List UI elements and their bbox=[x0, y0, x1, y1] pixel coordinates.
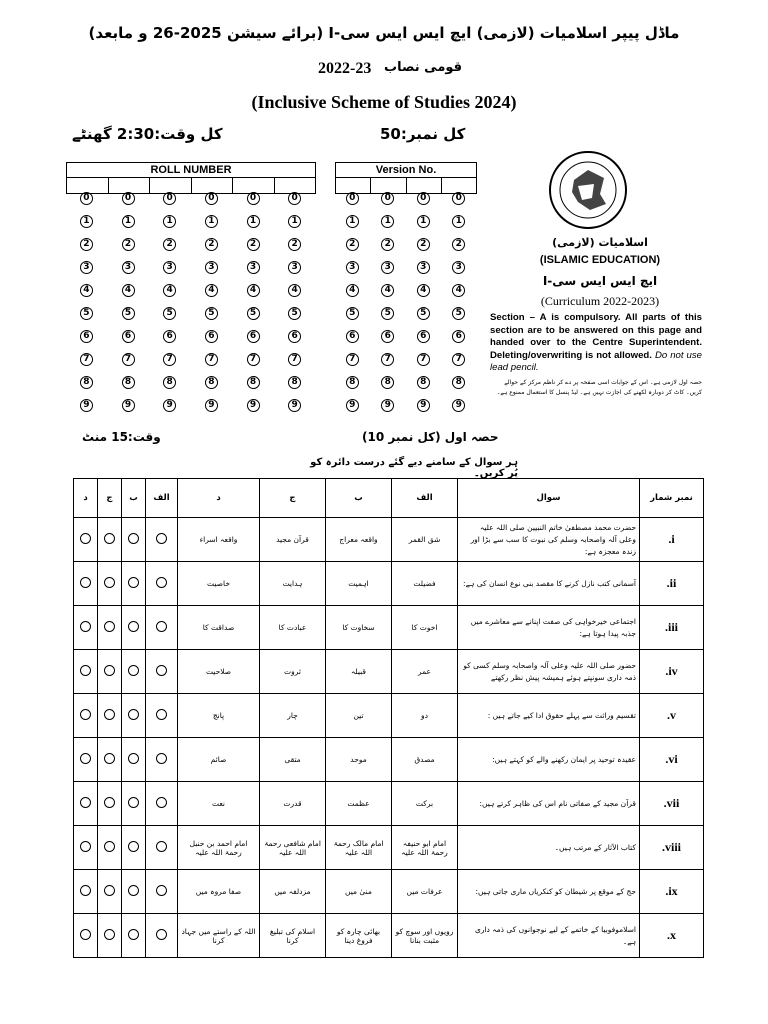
digit-bubble[interactable]: 0 bbox=[381, 192, 394, 205]
answer-bubble[interactable] bbox=[104, 841, 115, 852]
question-text: حج کے موقع پر شیطان کو کنکریاں ماری جاتی ہیں: bbox=[458, 870, 640, 914]
answer-bubble[interactable] bbox=[104, 665, 115, 676]
answer-bubble-cell[interactable] bbox=[98, 826, 122, 870]
question-number: .ii bbox=[640, 562, 704, 606]
question-number: .iv bbox=[640, 650, 704, 694]
answer-bubble-cell[interactable] bbox=[146, 870, 178, 914]
option-a: برکت bbox=[392, 782, 458, 826]
option-a-header: الف bbox=[392, 479, 458, 518]
question-text: اسلاموفوبیا کے خاتمے کے لیے نوجوانوں کی ذمہ داری ہے۔ bbox=[458, 914, 640, 958]
digit-bubble[interactable]: 5 bbox=[417, 307, 430, 320]
digit-bubble[interactable]: 0 bbox=[163, 192, 176, 205]
answer-bubble-cell[interactable] bbox=[122, 518, 146, 562]
option-a: رویوں اور سوچ کو مثبت بنانا bbox=[392, 914, 458, 958]
option-b: بھائی چارہ کو فروغ دینا bbox=[326, 914, 392, 958]
digit-bubble[interactable]: 7 bbox=[346, 353, 359, 366]
digit-bubble[interactable]: 1 bbox=[346, 215, 359, 228]
digit-bubble[interactable]: 1 bbox=[247, 215, 260, 228]
digit-bubble[interactable]: 0 bbox=[346, 192, 359, 205]
version-bubbles[interactable] bbox=[335, 192, 477, 422]
option-d-header: د bbox=[178, 479, 260, 518]
digit-bubble[interactable]: 8 bbox=[163, 376, 176, 389]
digit-bubble[interactable]: 0 bbox=[122, 192, 135, 205]
answer-bubble[interactable] bbox=[156, 665, 167, 676]
digit-bubble[interactable]: 9 bbox=[247, 399, 260, 412]
class-label-urdu: ایچ ایس ایس سی-I bbox=[542, 274, 658, 288]
digit-bubble[interactable]: 0 bbox=[417, 192, 430, 205]
total-marks: کل نمبر:50 bbox=[380, 125, 466, 143]
option-a: عمر bbox=[392, 650, 458, 694]
answer-bubble[interactable] bbox=[80, 709, 91, 720]
question-number: .i bbox=[640, 518, 704, 562]
option-c: اسلام کی تبلیغ کرنا bbox=[260, 914, 326, 958]
question-text: کتاب الآثار کے مرتب ہیں۔ bbox=[458, 826, 640, 870]
option-d: اللہ کے راستے میں جہاد کرنا bbox=[178, 914, 260, 958]
digit-bubble[interactable]: 7 bbox=[205, 353, 218, 366]
answer-bubble-cell[interactable] bbox=[74, 870, 98, 914]
instructions-english bbox=[490, 312, 702, 375]
answer-bubble-cell[interactable] bbox=[146, 738, 178, 782]
question-number: .v bbox=[640, 694, 704, 738]
digit-bubble[interactable]: 8 bbox=[205, 376, 218, 389]
subject-english: (ISLAMIC EDUCATION) bbox=[539, 254, 661, 266]
digit-bubble[interactable]: 9 bbox=[417, 399, 430, 412]
answer-bubble-cell[interactable] bbox=[122, 562, 146, 606]
question-text: عقیدہ توحید پر ایمان رکھنے والے کو کہتے ہیں: bbox=[458, 738, 640, 782]
digit-bubble[interactable]: 1 bbox=[452, 215, 465, 228]
digit-bubble[interactable]: 2 bbox=[122, 238, 135, 251]
roll-number-grid bbox=[66, 162, 316, 194]
table-row bbox=[74, 562, 704, 606]
digit-bubble[interactable]: 2 bbox=[163, 238, 176, 251]
digit-bubble[interactable]: 6 bbox=[346, 330, 359, 343]
digit-bubble[interactable]: 2 bbox=[205, 238, 218, 251]
answer-bubble-cell[interactable] bbox=[98, 870, 122, 914]
bubble-a-header: الف bbox=[146, 479, 178, 518]
digit-bubble[interactable]: 7 bbox=[381, 353, 394, 366]
roll-number-bubbles[interactable] bbox=[66, 192, 316, 422]
answer-bubble[interactable] bbox=[80, 577, 91, 588]
answer-bubble-cell[interactable] bbox=[98, 606, 122, 650]
digit-bubble[interactable]: 1 bbox=[417, 215, 430, 228]
digit-bubble[interactable]: 8 bbox=[381, 376, 394, 389]
answer-bubble-cell[interactable] bbox=[98, 782, 122, 826]
digit-bubble[interactable]: 7 bbox=[122, 353, 135, 366]
digit-bubble[interactable]: 9 bbox=[381, 399, 394, 412]
answer-bubble[interactable] bbox=[128, 885, 139, 896]
question-number: .x bbox=[640, 914, 704, 958]
digit-bubble[interactable]: 4 bbox=[381, 284, 394, 297]
digit-bubble[interactable]: 0 bbox=[80, 192, 93, 205]
table-row bbox=[74, 870, 704, 914]
digit-bubble[interactable]: 3 bbox=[288, 261, 301, 274]
answer-bubble-cell[interactable] bbox=[122, 870, 146, 914]
answer-bubble[interactable] bbox=[128, 709, 139, 720]
question-text: حضور صلی اللہ علیہ وعلی آلہ واصحابہ وسلم کسی کو ذمہ داری سونپتے ہوئے ہمیشہ پیش نظر رکھتے bbox=[458, 650, 640, 694]
answer-bubble[interactable] bbox=[128, 841, 139, 852]
digit-bubble[interactable]: 2 bbox=[80, 238, 93, 251]
answer-bubble-cell[interactable] bbox=[74, 518, 98, 562]
table-row bbox=[74, 782, 704, 826]
table-header-row bbox=[74, 479, 704, 518]
digit-bubble[interactable]: 9 bbox=[288, 399, 301, 412]
table-row bbox=[74, 826, 704, 870]
answer-bubble[interactable] bbox=[80, 797, 91, 808]
curriculum-label: (Curriculum 2022-2023) bbox=[540, 294, 660, 308]
digit-bubble[interactable]: 2 bbox=[381, 238, 394, 251]
digit-bubble[interactable]: 1 bbox=[381, 215, 394, 228]
digit-bubble[interactable]: 8 bbox=[346, 376, 359, 389]
answer-bubble[interactable] bbox=[156, 709, 167, 720]
digit-bubble[interactable]: 7 bbox=[163, 353, 176, 366]
answer-bubble[interactable] bbox=[80, 841, 91, 852]
instructions-text: Section – A is compulsory. All parts of this section are to be answered on this page and handed over to the Centre Superintendent. Deleting/overwriting is not allowed. bbox=[490, 312, 702, 361]
digit-bubble[interactable]: 8 bbox=[247, 376, 260, 389]
lead-pencil-note: Do not use lead pencil. bbox=[490, 349, 702, 373]
option-a: فضیلت bbox=[392, 562, 458, 606]
option-a: شق القمر bbox=[392, 518, 458, 562]
digit-bubble[interactable]: 2 bbox=[247, 238, 260, 251]
answer-bubble[interactable] bbox=[156, 929, 167, 940]
section-instruction: ہر سوال کے سامنے دیے گئے درست دائرہ کو پُر کریں۔ bbox=[310, 457, 518, 479]
option-d: نعت bbox=[178, 782, 260, 826]
answer-bubble[interactable] bbox=[156, 533, 167, 544]
digit-bubble[interactable]: 9 bbox=[205, 399, 218, 412]
answer-bubble-cell[interactable] bbox=[122, 826, 146, 870]
digit-bubble[interactable]: 6 bbox=[452, 330, 465, 343]
table-row bbox=[74, 518, 704, 562]
option-d: صداقت کا bbox=[178, 606, 260, 650]
answer-bubble[interactable] bbox=[80, 665, 91, 676]
answer-bubble[interactable] bbox=[80, 621, 91, 632]
table-row bbox=[74, 650, 704, 694]
digit-bubble[interactable]: 9 bbox=[452, 399, 465, 412]
answer-bubble-cell[interactable] bbox=[146, 782, 178, 826]
option-b-header: ب bbox=[326, 479, 392, 518]
answer-bubble[interactable] bbox=[156, 797, 167, 808]
answer-bubble[interactable] bbox=[128, 621, 139, 632]
version-label: Version No. bbox=[335, 162, 477, 178]
answer-bubble-cell[interactable] bbox=[122, 914, 146, 958]
digit-bubble[interactable]: 6 bbox=[247, 330, 260, 343]
answer-bubble[interactable] bbox=[104, 709, 115, 720]
digit-bubble[interactable]: 5 bbox=[288, 307, 301, 320]
answer-bubble-cell[interactable] bbox=[74, 694, 98, 738]
digit-bubble[interactable]: 5 bbox=[346, 307, 359, 320]
option-c: چار bbox=[260, 694, 326, 738]
answer-bubble[interactable] bbox=[156, 753, 167, 764]
option-d: صائم bbox=[178, 738, 260, 782]
answer-bubble-cell[interactable] bbox=[98, 562, 122, 606]
digit-bubble[interactable]: 4 bbox=[205, 284, 218, 297]
question-text: حضرت محمد مصطفیٰ خاتم النبیین صلی اللہ علیہ وعلی آلہ واصحابہ وسلم کی نبوت کا سب سے بڑا اور زندہ معجزہ ہے: bbox=[458, 518, 640, 562]
total-time: کل وقت:2:30 گھنٹے bbox=[72, 125, 223, 143]
option-c: قدرت bbox=[260, 782, 326, 826]
digit-bubble[interactable]: 4 bbox=[346, 284, 359, 297]
option-d: واقعہ اسراء bbox=[178, 518, 260, 562]
digit-bubble[interactable]: 2 bbox=[346, 238, 359, 251]
option-c: متقی bbox=[260, 738, 326, 782]
digit-bubble[interactable]: 9 bbox=[80, 399, 93, 412]
answer-bubble-cell[interactable] bbox=[122, 738, 146, 782]
option-d: صفا مروہ میں bbox=[178, 870, 260, 914]
national-curriculum-label: قومی نصاب bbox=[384, 60, 463, 75]
digit-bubble[interactable]: 5 bbox=[205, 307, 218, 320]
digit-bubble[interactable]: 0 bbox=[205, 192, 218, 205]
subject-urdu: اسلامیات (لازمی) bbox=[552, 236, 648, 249]
option-b: امام مالک رحمۃ اللہ علیہ bbox=[326, 826, 392, 870]
digit-bubble[interactable]: 5 bbox=[247, 307, 260, 320]
answer-bubble[interactable] bbox=[80, 753, 91, 764]
bubble-d-header: د bbox=[74, 479, 98, 518]
answer-bubble[interactable] bbox=[104, 533, 115, 544]
digit-bubble[interactable]: 1 bbox=[205, 215, 218, 228]
question-number: .vii bbox=[640, 782, 704, 826]
option-c: امام شافعی رحمۃ اللہ علیہ bbox=[260, 826, 326, 870]
digit-bubble[interactable]: 9 bbox=[346, 399, 359, 412]
digit-bubble[interactable]: 3 bbox=[417, 261, 430, 274]
digit-bubble[interactable]: 2 bbox=[452, 238, 465, 251]
mcq-table bbox=[73, 478, 704, 958]
answer-bubble-cell[interactable] bbox=[74, 782, 98, 826]
digit-bubble[interactable]: 7 bbox=[417, 353, 430, 366]
option-b: تین bbox=[326, 694, 392, 738]
option-a: اخوت کا bbox=[392, 606, 458, 650]
digit-bubble[interactable]: 5 bbox=[452, 307, 465, 320]
board-logo-icon bbox=[548, 150, 628, 230]
digit-bubble[interactable]: 4 bbox=[417, 284, 430, 297]
answer-bubble[interactable] bbox=[104, 753, 115, 764]
answer-bubble-cell[interactable] bbox=[122, 782, 146, 826]
section-title: حصہ اول (کل نمبر 10) bbox=[362, 430, 499, 444]
answer-bubble-cell[interactable] bbox=[146, 914, 178, 958]
digit-bubble[interactable]: 2 bbox=[417, 238, 430, 251]
serial-header: نمبر شمار bbox=[640, 479, 704, 518]
digit-bubble[interactable]: 6 bbox=[381, 330, 394, 343]
option-c-header: ج bbox=[260, 479, 326, 518]
digit-bubble[interactable]: 3 bbox=[381, 261, 394, 274]
digit-bubble[interactable]: 9 bbox=[122, 399, 135, 412]
answer-bubble-cell[interactable] bbox=[146, 606, 178, 650]
answer-bubble-cell[interactable] bbox=[98, 914, 122, 958]
option-d: خاصیت bbox=[178, 562, 260, 606]
question-text: اجتماعی خیرخواہی کی صفت اپنانے سے معاشرے میں جذبہ پیدا ہوتا ہے: bbox=[458, 606, 640, 650]
table-row bbox=[74, 694, 704, 738]
answer-bubble-cell[interactable] bbox=[98, 694, 122, 738]
option-c: ہدایت bbox=[260, 562, 326, 606]
option-b: موحد bbox=[326, 738, 392, 782]
digit-bubble[interactable]: 0 bbox=[247, 192, 260, 205]
answer-bubble-cell[interactable] bbox=[74, 738, 98, 782]
digit-bubble[interactable]: 7 bbox=[452, 353, 465, 366]
option-d: صلاحیت bbox=[178, 650, 260, 694]
answer-bubble-cell[interactable] bbox=[122, 650, 146, 694]
instructions-urdu: حصہ اول لازمی ہے۔ اس کے جوابات اسی صفحہ پر دے کر ناظم مرکز کے حوالے کریں۔ کاٹ کر دوبارہ لکھنے کی اجازت نہیں ہے۔ لیڈ پنسل کا استعمال ممنوع ہے۔ bbox=[496, 379, 702, 396]
version-grid bbox=[335, 162, 477, 194]
digit-bubble[interactable]: 1 bbox=[163, 215, 176, 228]
digit-bubble[interactable]: 8 bbox=[417, 376, 430, 389]
digit-bubble[interactable]: 4 bbox=[247, 284, 260, 297]
answer-bubble[interactable] bbox=[104, 797, 115, 808]
digit-bubble[interactable]: 9 bbox=[163, 399, 176, 412]
question-number: .vi bbox=[640, 738, 704, 782]
answer-bubble-cell[interactable] bbox=[98, 650, 122, 694]
digit-bubble[interactable]: 4 bbox=[288, 284, 301, 297]
option-b: منیٰ میں bbox=[326, 870, 392, 914]
option-c: عبادت کا bbox=[260, 606, 326, 650]
option-a: دو bbox=[392, 694, 458, 738]
answer-bubble[interactable] bbox=[104, 929, 115, 940]
answer-bubble-cell[interactable] bbox=[74, 650, 98, 694]
digit-bubble[interactable]: 7 bbox=[80, 353, 93, 366]
answer-bubble-cell[interactable] bbox=[98, 518, 122, 562]
answer-bubble[interactable] bbox=[128, 929, 139, 940]
digit-bubble[interactable]: 2 bbox=[288, 238, 301, 251]
curriculum-year: 2022-23 bbox=[318, 60, 372, 77]
digit-bubble[interactable]: 0 bbox=[288, 192, 301, 205]
option-d: امام احمد بن حنبل رحمۃ اللہ علیہ bbox=[178, 826, 260, 870]
option-b: واقعہ معراج bbox=[326, 518, 392, 562]
digit-bubble[interactable]: 5 bbox=[381, 307, 394, 320]
answer-bubble[interactable] bbox=[80, 885, 91, 896]
option-a: امام ابو حنیفہ رحمۃ اللہ علیہ bbox=[392, 826, 458, 870]
section-time: وقت:15 منٹ bbox=[82, 430, 161, 444]
answer-bubble[interactable] bbox=[128, 665, 139, 676]
digit-bubble[interactable]: 6 bbox=[163, 330, 176, 343]
digit-bubble[interactable]: 4 bbox=[452, 284, 465, 297]
digit-bubble[interactable]: 6 bbox=[80, 330, 93, 343]
answer-bubble-cell[interactable] bbox=[74, 606, 98, 650]
option-b: اہمیت bbox=[326, 562, 392, 606]
bubble-b-header: ب bbox=[122, 479, 146, 518]
answer-bubble-cell[interactable] bbox=[122, 606, 146, 650]
digit-bubble[interactable]: 6 bbox=[205, 330, 218, 343]
question-number: .iii bbox=[640, 606, 704, 650]
scheme-title: (Inclusive Scheme of Studies 2024) bbox=[251, 92, 517, 112]
table-row bbox=[74, 914, 704, 958]
answer-bubble[interactable] bbox=[128, 797, 139, 808]
digit-bubble[interactable]: 3 bbox=[80, 261, 93, 274]
answer-bubble[interactable] bbox=[128, 577, 139, 588]
question-number: .ix bbox=[640, 870, 704, 914]
digit-bubble[interactable]: 6 bbox=[122, 330, 135, 343]
answer-bubble[interactable] bbox=[104, 885, 115, 896]
answer-bubble[interactable] bbox=[128, 753, 139, 764]
answer-bubble[interactable] bbox=[128, 533, 139, 544]
answer-bubble[interactable] bbox=[156, 841, 167, 852]
answer-bubble-cell[interactable] bbox=[74, 562, 98, 606]
answer-bubble[interactable] bbox=[156, 577, 167, 588]
answer-bubble[interactable] bbox=[156, 885, 167, 896]
digit-bubble[interactable]: 4 bbox=[122, 284, 135, 297]
option-b: سخاوت کا bbox=[326, 606, 392, 650]
digit-bubble[interactable]: 8 bbox=[80, 376, 93, 389]
digit-bubble[interactable]: 7 bbox=[247, 353, 260, 366]
digit-bubble[interactable]: 8 bbox=[122, 376, 135, 389]
option-b: قبیلہ bbox=[326, 650, 392, 694]
answer-bubble[interactable] bbox=[104, 577, 115, 588]
digit-bubble[interactable]: 3 bbox=[346, 261, 359, 274]
digit-bubble[interactable]: 8 bbox=[452, 376, 465, 389]
digit-bubble[interactable]: 3 bbox=[247, 261, 260, 274]
option-a: عرفات میں bbox=[392, 870, 458, 914]
table-row bbox=[74, 738, 704, 782]
digit-bubble[interactable]: 5 bbox=[122, 307, 135, 320]
question-text: تقسیم وراثت سے پہلے حقوق ادا کیے جاتے ہیں : bbox=[458, 694, 640, 738]
question-text: آسمانی کتب نازل کرنے کا مقصد بنی نوع انسان کی ہے: bbox=[458, 562, 640, 606]
digit-bubble[interactable]: 1 bbox=[288, 215, 301, 228]
roll-number-label: ROLL NUMBER bbox=[66, 162, 316, 178]
option-c: ثروت bbox=[260, 650, 326, 694]
answer-bubble-cell[interactable] bbox=[146, 694, 178, 738]
digit-bubble[interactable]: 4 bbox=[80, 284, 93, 297]
digit-bubble[interactable]: 6 bbox=[288, 330, 301, 343]
digit-bubble[interactable]: 4 bbox=[163, 284, 176, 297]
answer-bubble[interactable] bbox=[104, 621, 115, 632]
answer-bubble-cell[interactable] bbox=[122, 694, 146, 738]
question-text: قرآن مجید کے صفاتی نام اس کی ظاہر کرتے ہیں: bbox=[458, 782, 640, 826]
option-c: مزدلفہ میں bbox=[260, 870, 326, 914]
question-number: .viii bbox=[640, 826, 704, 870]
digit-bubble[interactable]: 1 bbox=[122, 215, 135, 228]
bubble-c-header: ج bbox=[98, 479, 122, 518]
question-header: سوال bbox=[458, 479, 640, 518]
answer-bubble[interactable] bbox=[80, 533, 91, 544]
answer-bubble-cell[interactable] bbox=[98, 738, 122, 782]
answer-bubble[interactable] bbox=[156, 621, 167, 632]
answer-bubble-cell[interactable] bbox=[74, 914, 98, 958]
digit-bubble[interactable]: 5 bbox=[163, 307, 176, 320]
answer-bubble-cell[interactable] bbox=[146, 562, 178, 606]
option-b: عظمت bbox=[326, 782, 392, 826]
digit-bubble[interactable]: 3 bbox=[122, 261, 135, 274]
answer-bubble-cell[interactable] bbox=[146, 826, 178, 870]
answer-bubble-cell[interactable] bbox=[146, 518, 178, 562]
option-c: قرآن مجید bbox=[260, 518, 326, 562]
digit-bubble[interactable]: 0 bbox=[452, 192, 465, 205]
digit-bubble[interactable]: 1 bbox=[80, 215, 93, 228]
digit-bubble[interactable]: 3 bbox=[163, 261, 176, 274]
digit-bubble[interactable]: 3 bbox=[452, 261, 465, 274]
table-row bbox=[74, 606, 704, 650]
digit-bubble[interactable]: 8 bbox=[288, 376, 301, 389]
answer-bubble-cell[interactable] bbox=[74, 826, 98, 870]
option-a: مصدق bbox=[392, 738, 458, 782]
answer-bubble-cell[interactable] bbox=[146, 650, 178, 694]
digit-bubble[interactable]: 6 bbox=[417, 330, 430, 343]
answer-bubble[interactable] bbox=[80, 929, 91, 940]
digit-bubble[interactable]: 3 bbox=[205, 261, 218, 274]
paper-title-urdu: ماڈل پیپر اسلامیات (لازمی) ایچ ایس ایس سی-I (برائے سیشن 2025-26 و مابعد) bbox=[88, 24, 680, 42]
option-d: پانچ bbox=[178, 694, 260, 738]
digit-bubble[interactable]: 7 bbox=[288, 353, 301, 366]
digit-bubble[interactable]: 5 bbox=[80, 307, 93, 320]
